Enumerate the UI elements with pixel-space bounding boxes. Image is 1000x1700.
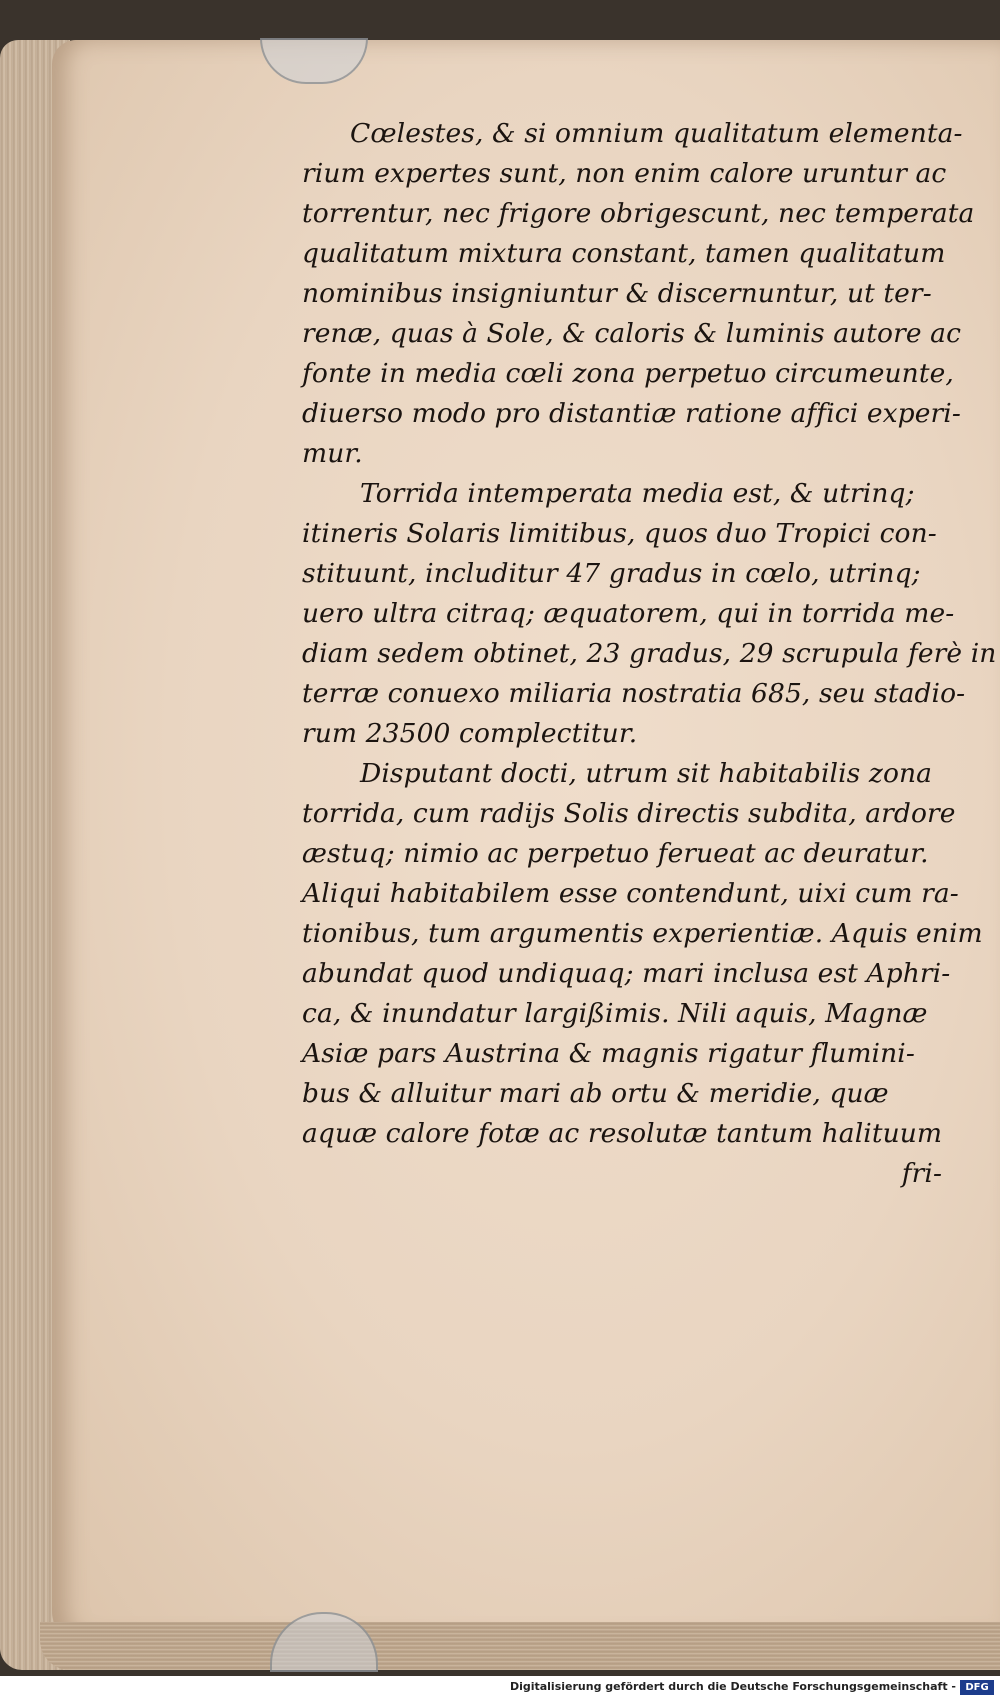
text-line: Disputant docti, utrum sit habitabilis zona: [360, 758, 933, 789]
text-line: diam sedem obtinet, 23 gradus, 29 scrupula ferè in: [302, 638, 997, 669]
page-bottom-edges: [40, 1622, 1000, 1670]
text-line: terræ conuexo miliaria nostratia 685, seu stadio-: [302, 678, 966, 709]
paragraph-1: [302, 114, 975, 474]
text-line: stituunt, includitur 47 gradus in cœlo, utrinq;: [302, 558, 921, 589]
text-line: itineris Solaris limitibus, quos duo Tropici con-: [302, 518, 937, 549]
text-line: ca, & inundatur largißimis. Nili aquis, Magnæ: [302, 998, 928, 1029]
catchword: fri-: [901, 1158, 942, 1189]
text-line: mur.: [302, 438, 363, 469]
text-line: diuerso modo pro distantiæ ratione affici experi-: [302, 398, 961, 429]
text-line: tionibus, tum argumentis experientiæ. Aquis enim: [302, 918, 983, 949]
paragraph-3: [302, 754, 983, 1154]
paragraph-2: [302, 474, 997, 754]
text-line: torrida, cum radijs Solis directis subdita, ardore: [302, 798, 956, 829]
digitization-footer: [0, 1676, 1000, 1700]
text-line: abundat quod undiquaq; mari inclusa est Aphri-: [302, 958, 951, 989]
text-line: rum 23500 complectitur.: [302, 718, 638, 749]
text-line: Aliqui habitabilem esse contendunt, uixi cum ra-: [302, 878, 959, 909]
footer-credit: Digitalisierung gefördert durch die Deutsche Forschungsgemeinschaft -: [509, 1680, 956, 1693]
text-line: bus & alluitur mari ab ortu & meridie, quæ: [302, 1078, 889, 1109]
page-text: [302, 114, 997, 1194]
dfg-logo: DFG: [960, 1680, 994, 1695]
text-line: aquæ calore fotæ ac resolutæ tantum halituum: [302, 1118, 943, 1149]
text-line: Asiæ pars Austrina & magnis rigatur flumini-: [302, 1038, 915, 1069]
text-line: Torrida intemperata media est, & utrinq;: [360, 478, 915, 509]
text-line: fonte in media cœli zona perpetuo circumeunte,: [302, 358, 954, 389]
text-line: rium expertes sunt, non enim calore uruntur ac: [302, 158, 947, 189]
text-line: Cœlestes, & si omnium qualitatum elementa-: [350, 118, 963, 149]
text-line: renæ, quas à Sole, & caloris & luminis autore ac: [302, 318, 962, 349]
text-line: uero ultra citraq; æquatorem, qui in torrida me-: [302, 598, 955, 629]
text-line: qualitatum mixtura constant, tamen qualitatum: [302, 238, 946, 269]
text-line: torrentur, nec frigore obrigescunt, nec temperata: [302, 198, 975, 229]
text-line: nominibus insigniuntur & discernuntur, ut ter-: [302, 278, 932, 309]
text-line: æstuq; nimio ac perpetuo ferueat ac deuratur.: [302, 838, 929, 869]
